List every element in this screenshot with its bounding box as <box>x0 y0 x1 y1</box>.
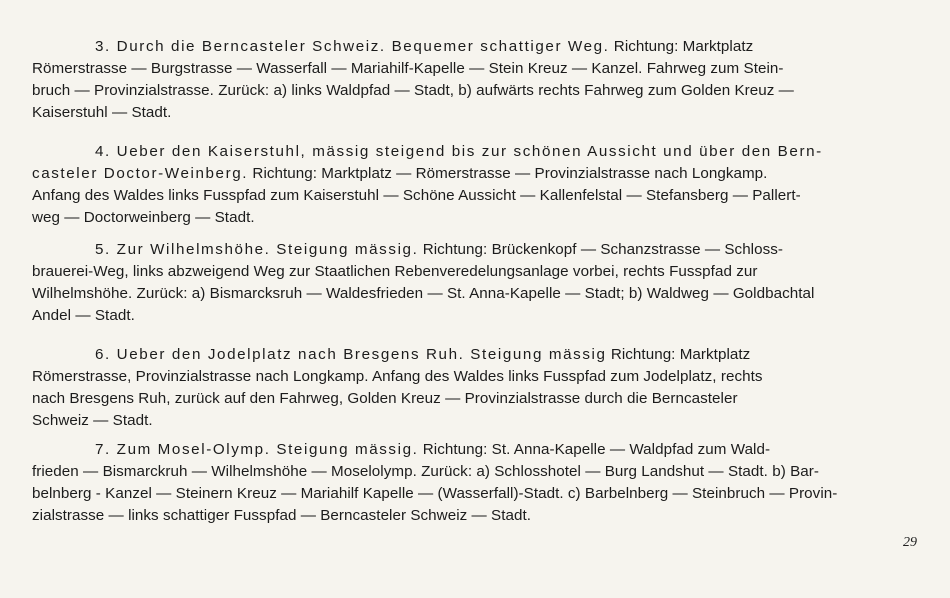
route-3-line-4: Kaiserstuhl — Stadt. <box>32 104 172 121</box>
route-3-direction: Richtung: Marktplatz <box>613 38 754 55</box>
route-7-direction: Richtung: St. Anna-Kapelle — Waldpfad zum Wald- <box>422 441 771 458</box>
route-3-line-1 <box>95 38 753 56</box>
route-6-line-3: nach Bresgens Ruh, zurück auf den Fahrweg, Golden Kreuz — Provinzialstrasse durch die Berncasteler <box>32 390 738 407</box>
route-4-line-1 <box>95 143 823 161</box>
route-5-direction: Richtung: Brückenkopf — Schanzstrasse — Schloss- <box>422 241 784 258</box>
route-4-line-2 <box>32 165 767 183</box>
route-7-line-4: zialstrasse — links schattiger Fusspfad — Berncasteler Schweiz — Stadt. <box>32 507 532 524</box>
route-4-heading-cont: casteler Doctor-Weinberg. <box>32 165 249 182</box>
route-5-line-4: Andel — Stadt. <box>32 307 135 324</box>
route-6-line-4: Schweiz — Stadt. <box>32 412 153 429</box>
route-6-direction: Richtung: Marktplatz <box>610 346 751 363</box>
route-5-heading: 5. Zur Wilhelmshöhe. Steigung mässig. <box>95 241 419 258</box>
route-7-line-3: belnberg - Kanzel — Steinern Kreuz — Mariahilf Kapelle — (Wasserfall)-Stadt. c) Barbelnberg — Steinbruch — Provin- <box>32 485 838 502</box>
route-4-line-4: weg — Doctorweinberg — Stadt. <box>32 209 255 226</box>
route-4-heading: 4. Ueber den Kaiserstuhl, mässig steigend bis zur schönen Aussicht und über den Bern- <box>95 143 823 160</box>
route-3-line-2: Römerstrasse — Burgstrasse — Wasserfall — Mariahilf-Kapelle — Stein Kreuz — Kanzel. Fahrweg zum Stein- <box>32 60 784 77</box>
route-7-line-1 <box>95 441 770 459</box>
page-number: 29 <box>903 535 917 550</box>
route-5-line-2: brauerei-Weg, links abzweigend Weg zur Staatlichen Rebenveredelungsanlage vorbei, rechts Fusspfad zur <box>32 263 758 280</box>
route-7-line-2: frieden — Bismarckruh — Wilhelmshöhe — Moselolymp. Zurück: a) Schlosshotel — Burg Landshut — Stadt. b) Bar- <box>32 463 819 480</box>
route-6-line-2: Römerstrasse, Provinzialstrasse nach Longkamp. Anfang des Waldes links Fusspfad zum Jodelplatz, rechts <box>32 368 763 385</box>
route-7-heading: 7. Zum Mosel-Olymp. Steigung mässig. <box>95 441 419 458</box>
route-6-line-1 <box>95 346 750 364</box>
route-6-heading: 6. Ueber den Jodelplatz nach Bresgens Ruh. Steigung mässig <box>95 346 607 363</box>
route-5-line-3: Wilhelmshöhe. Zurück: a) Bismarcksruh — Waldesfrieden — St. Anna-Kapelle — Stadt; b) Waldweg — Goldbachtal <box>32 285 815 302</box>
route-4-direction: Richtung: Marktplatz — Römerstrasse — Provinzialstrasse nach Longkamp. <box>252 165 768 182</box>
route-5-line-1 <box>95 241 783 259</box>
route-4-line-3: Anfang des Waldes links Fusspfad zum Kaiserstuhl — Schöne Aussicht — Kallenfelstal — Stefansberg — Pallert- <box>32 187 801 204</box>
route-3-line-3: bruch — Provinzialstrasse. Zurück: a) links Waldpfad — Stadt, b) aufwärts rechts Fahrweg zum Golden Kreuz — <box>32 82 794 99</box>
route-3-heading: 3. Durch die Berncasteler Schweiz. Bequemer schattiger Weg. <box>95 38 610 55</box>
